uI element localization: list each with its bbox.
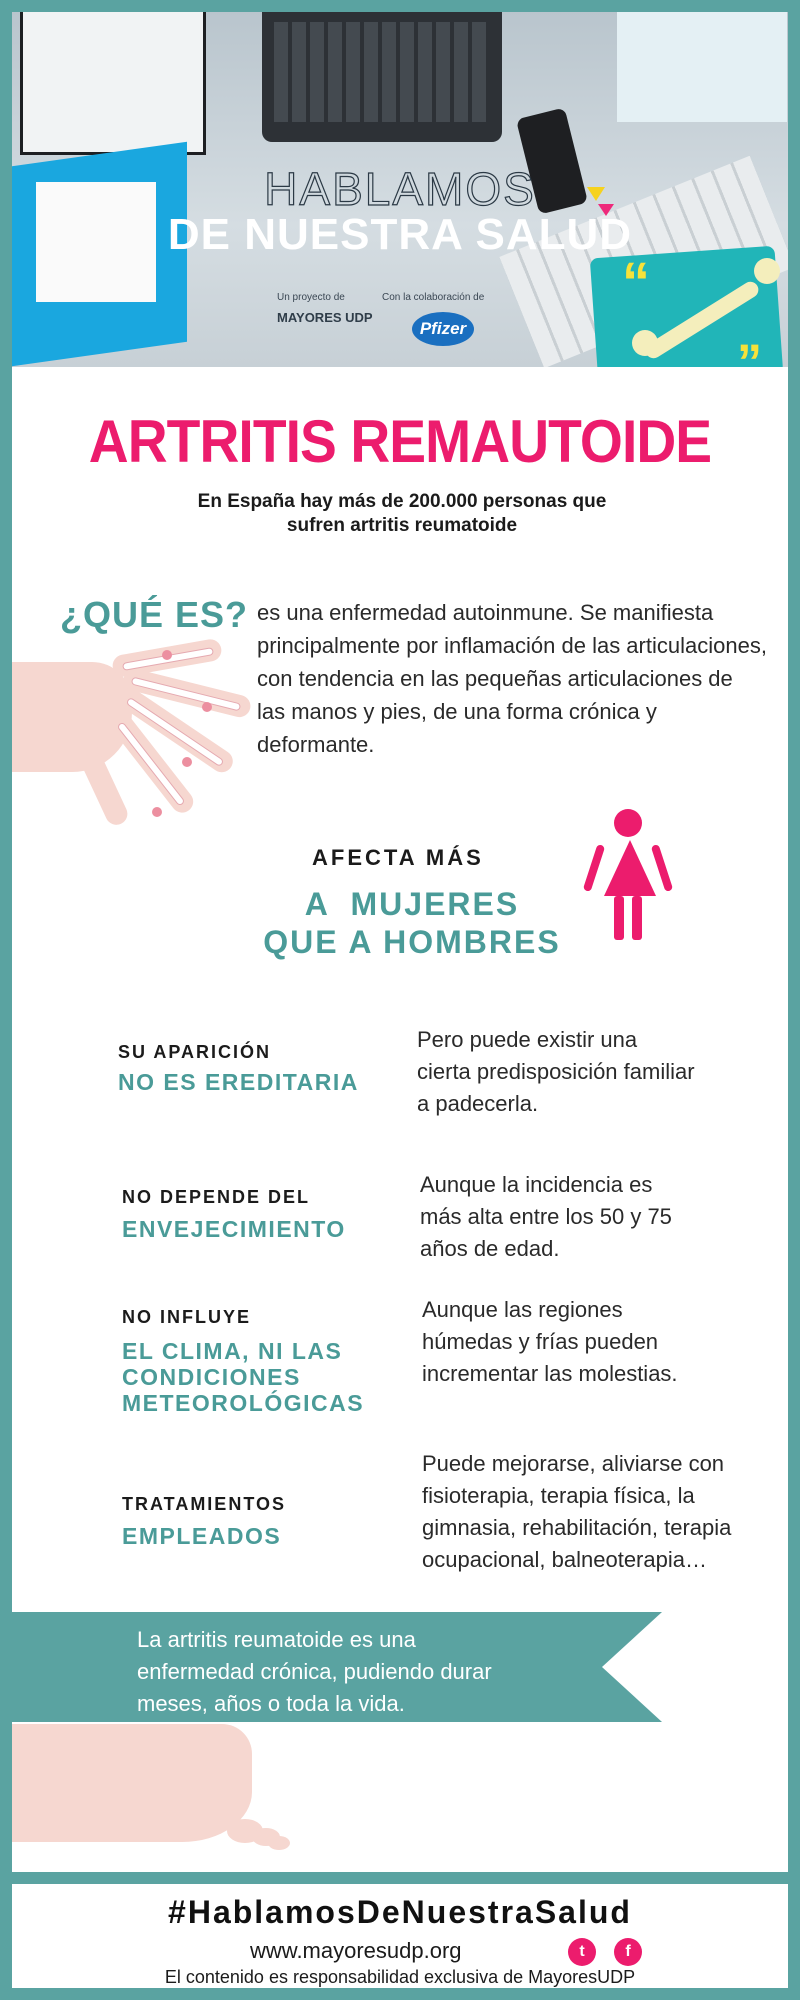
row-text: Aunque las regiones húmedas y frías pueden incrementar las molestias. bbox=[422, 1297, 678, 1386]
hand-skeleton-illustration bbox=[12, 642, 272, 872]
hero-title-line2: DE NUESTRA SALUD bbox=[167, 210, 633, 259]
collab-label: Con la colaboración de bbox=[382, 292, 485, 303]
website-link[interactable]: www.mayoresudp.org bbox=[250, 1938, 462, 1963]
clipboard-illustration bbox=[20, 12, 206, 155]
mayores-udp-logo: MAYORES UDP bbox=[277, 310, 373, 325]
que-es-text: es una enfermedad autoinmune. Se manifiesta principalmente por inflamación de las articulaciones, con tendencia en las pequeñas articulaciones de las manos y pies, de una forma crónica y deformante. bbox=[257, 600, 767, 757]
bone-end-icon bbox=[632, 330, 658, 356]
row-label: NO INFLUYE bbox=[122, 1307, 252, 1327]
que-es-label: ¿QUÉ ES? bbox=[60, 594, 249, 635]
hashtag: #HablamosDeNuestraSalud bbox=[168, 1894, 632, 1930]
twitter-icon[interactable]: t bbox=[568, 1938, 596, 1966]
row-label: TRATAMIENTOS bbox=[122, 1494, 286, 1514]
subtitle: En España hay más de 200.000 personas que sufren artritis reumatoide bbox=[197, 491, 607, 536]
facebook-icon[interactable]: f bbox=[614, 1938, 642, 1966]
main-title: ARTRITIS REMAUTOIDE bbox=[88, 408, 712, 475]
disclaimer: El contenido es responsabilidad exclusiva de MayoresUDP bbox=[164, 1967, 636, 1987]
hero-title-line1: HABLAMOS bbox=[264, 163, 536, 215]
footer-divider bbox=[12, 1872, 788, 1884]
row-aparicion bbox=[118, 1042, 418, 1095]
row-clima bbox=[122, 1307, 422, 1416]
row-text: Aunque la incidencia es más alta entre los 50 y 75 años de edad. bbox=[420, 1172, 672, 1261]
foot-illustration bbox=[12, 1724, 312, 1854]
laptop-keyboard bbox=[274, 22, 490, 122]
row-label: NO DEPENDE DEL bbox=[122, 1187, 311, 1207]
open-quote-icon: “ bbox=[622, 250, 650, 313]
afecta-highlight bbox=[222, 885, 602, 961]
row-accent: EMPLEADOS bbox=[122, 1523, 282, 1549]
row-text: Pero puede existir una cierta predisposición familiar a padecerla. bbox=[417, 1027, 695, 1116]
row-accent: NO ES EREDITARIA bbox=[118, 1069, 359, 1095]
project-label: Un proyecto de bbox=[277, 292, 345, 303]
row-accent: ENVEJECIMIENTO bbox=[122, 1216, 346, 1242]
row-envejecimiento bbox=[122, 1187, 422, 1242]
row-tratamientos bbox=[122, 1494, 422, 1549]
paper-illustration bbox=[617, 12, 787, 122]
banner-text: La artritis reumatoide es una enfermedad crónica, pudiendo durar meses, años o toda la vida. bbox=[137, 1627, 492, 1716]
banner-notch bbox=[602, 1612, 662, 1722]
afecta-label: AFECTA MÁS bbox=[312, 845, 484, 870]
row-label: SU APARICIÓN bbox=[118, 1042, 272, 1062]
hero-photo bbox=[12, 12, 788, 367]
afecta-line1: A MUJERES bbox=[304, 886, 520, 922]
infographic-frame bbox=[12, 12, 788, 1988]
bone-end-icon bbox=[754, 258, 780, 284]
close-quote-icon: ” bbox=[737, 334, 762, 367]
row-accent: EL CLIMA, NI LAS CONDICIONES METEOROLÓGICAS bbox=[122, 1338, 365, 1416]
afecta-line2: QUE A HOMBRES bbox=[263, 924, 561, 960]
pfizer-logo: Pfizer bbox=[412, 312, 474, 346]
row-text: Puede mejorarse, aliviarse con fisioterapia, terapia física, la gimnasia, rehabilitación, terapia ocupacional, balneoterapia… bbox=[422, 1451, 732, 1572]
